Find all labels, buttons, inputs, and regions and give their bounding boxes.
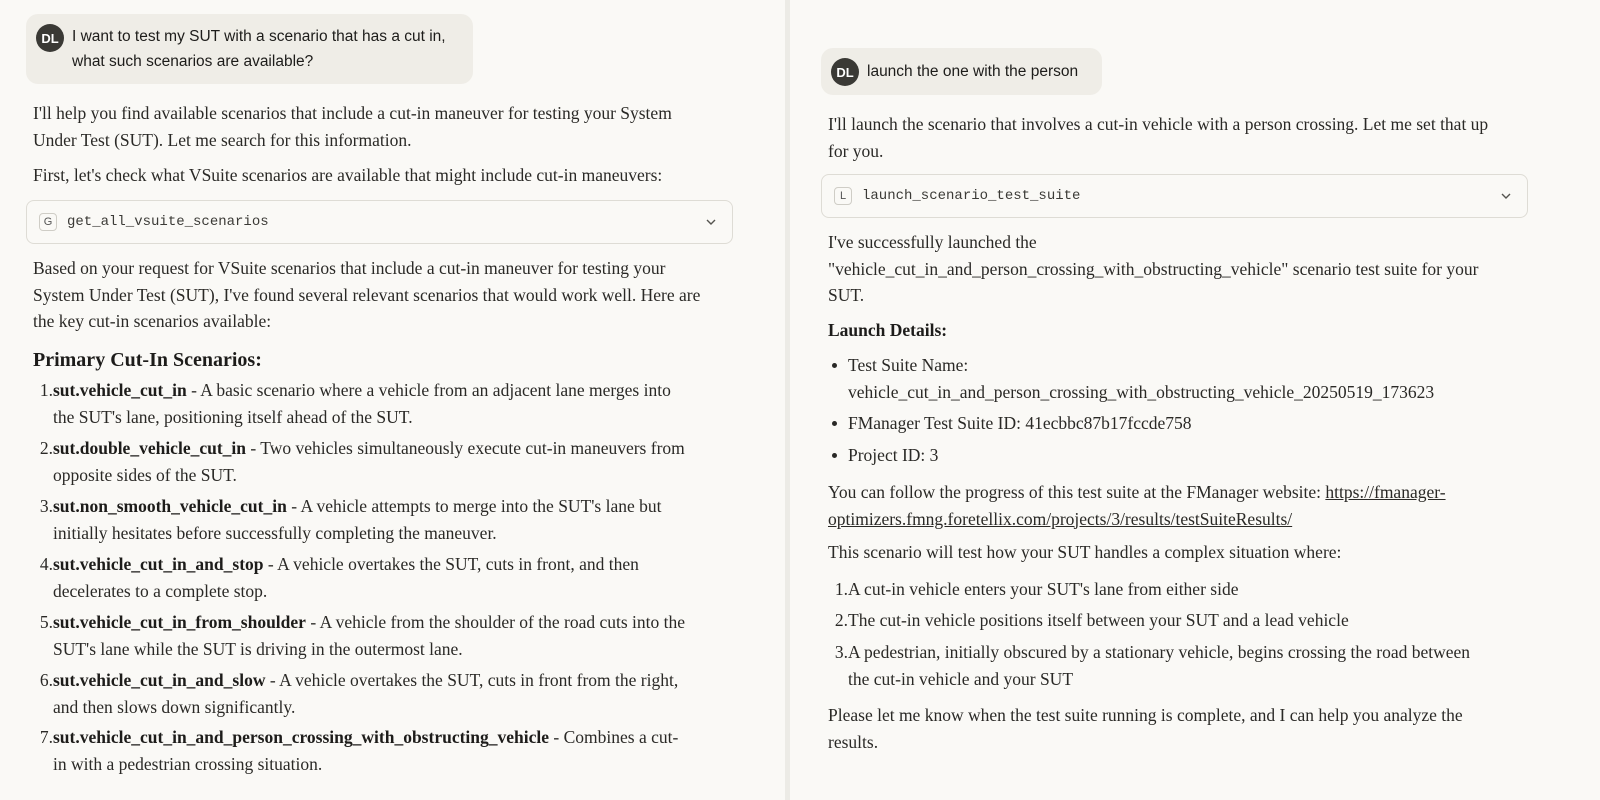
tool-call-get-all-vsuite-scenarios[interactable] (26, 200, 733, 244)
list-item: 4. sut.vehicle_cut_in_and_stop - A vehicle overtakes the SUT, cuts in front, and then decelerates to a complete stop. (39, 554, 639, 601)
list-item: 1. sut.vehicle_cut_in - A basic scenario where a vehicle from an adjacent lane merges into the SUT's lane, positioning itself ahead of the SUT. (39, 380, 671, 427)
list-item: 6. sut.vehicle_cut_in_and_slow - A vehicle overtakes the SUT, cuts in front from the right, and then slows down significantly. (39, 670, 679, 717)
tool-name: get_all_vsuite_scenarios (67, 214, 269, 230)
list-item: 2. sut.double_vehicle_cut_in - Two vehicles simultaneously execute cut-in maneuvers from opposite sides of the SUT. (39, 438, 685, 485)
scenario-name: sut.vehicle_cut_in_and_person_crossing_with_obstructing_vehicle (53, 727, 550, 747)
user-message (821, 48, 1102, 95)
assistant-paragraph: I'll help you find available scenarios that include a cut-in maneuver for testing your System Under Test (SUT). Let me search for this information. (33, 103, 672, 150)
list-item: Test Suite Name: vehicle_cut_in_and_person_crossing_with_obstructing_vehicle_20250519_173623 (828, 352, 1528, 405)
chevron-down-icon[interactable] (702, 213, 720, 231)
section-heading: Primary Cut-In Scenarios: (33, 349, 262, 371)
assistant-paragraph: I'll launch the scenario that involves a cut-in vehicle with a person crossing. Let me set that up for you. (828, 114, 1489, 161)
list-item: FManager Test Suite ID: 41ecbbc87b17fccde758 (828, 410, 1528, 437)
chevron-down-icon[interactable] (1497, 187, 1515, 205)
list-item: 2. The cut-in vehicle positions itself between your SUT and a lead vehicle (834, 610, 1349, 630)
launch-details-heading: Launch Details: (828, 320, 948, 340)
scenario-name: sut.vehicle_cut_in_from_shoulder (53, 612, 306, 632)
scenario-name: sut.double_vehicle_cut_in (53, 438, 247, 458)
list-item: 7. sut.vehicle_cut_in_and_person_crossing_with_obstructing_vehicle - Combines a cut- in with a pedestrian crossing situation. (39, 727, 679, 774)
list-item: 3. sut.non_smooth_vehicle_cut_in - A vehicle attempts to merge into the SUT's lane but initially hesitates before successfully completing the maneuver. (39, 496, 662, 543)
assistant-paragraph: I've successfully launched the "vehicle_cut_in_and_person_crossing_with_obstructing_vehicle" scenario test suite for your SUT. (828, 232, 1479, 305)
right-conversation-pane (790, 0, 1600, 800)
fmanager-link[interactable]: https://fmanager- (1325, 482, 1446, 502)
assistant-paragraph: Based on your request for VSuite scenarios that include a cut-in maneuver for testing your System Under Test (SUT), I've found several relevant scenarios that would work well. Here are the key cut-in scenarios available: (33, 258, 701, 331)
user-message-text: I want to test my SUT with a scenario that has a cut in, what such scenarios are available? (72, 28, 446, 70)
scenario-name: sut.non_smooth_vehicle_cut_in (53, 496, 287, 516)
left-conversation-pane (0, 0, 785, 800)
assistant-paragraph: You can follow the progress of this test suite at the FManager website: https://fmanager- optimizers.fmng.foretellix.com/projects/3/results/testSuiteResults/ (828, 479, 1446, 532)
avatar: DL (36, 24, 64, 52)
assistant-paragraph: This scenario will test how your SUT handles a complex situation where: (828, 542, 1342, 562)
tool-call-launch-scenario-test-suite[interactable] (821, 174, 1528, 218)
list-item: 3. A pedestrian, initially obscured by a stationary vehicle, begins crossing the road between the cut-in vehicle and your SUT (834, 642, 1471, 689)
tool-name: launch_scenario_test_suite (862, 188, 1081, 204)
list-item: 5. sut.vehicle_cut_in_from_shoulder - A vehicle from the shoulder of the road cuts into the SUT's lane while the SUT is driving in the outermost lane. (39, 612, 686, 659)
scenario-name: sut.vehicle_cut_in (53, 380, 187, 400)
list-item: 1. A cut-in vehicle enters your SUT's lane from either side (834, 579, 1239, 599)
fmanager-link[interactable]: optimizers.fmng.foretellix.com/projects/3/results/testSuiteResults/ (828, 508, 1293, 529)
assistant-paragraph: First, let's check what VSuite scenarios are available that might include cut-in maneuvers: (33, 165, 663, 185)
tool-badge: G (39, 213, 57, 231)
list-item: Project ID: 3 (828, 442, 1528, 469)
scenario-name: sut.vehicle_cut_in_and_slow (53, 670, 266, 690)
scenario-name: sut.vehicle_cut_in_and_stop (53, 554, 264, 574)
assistant-paragraph: Please let me know when the test suite running is complete, and I can help you analyze the results. (828, 705, 1463, 752)
user-message-text: launch the one with the person (867, 63, 1079, 80)
user-message (26, 14, 473, 84)
tool-badge: L (834, 187, 852, 205)
avatar: DL (831, 58, 859, 86)
